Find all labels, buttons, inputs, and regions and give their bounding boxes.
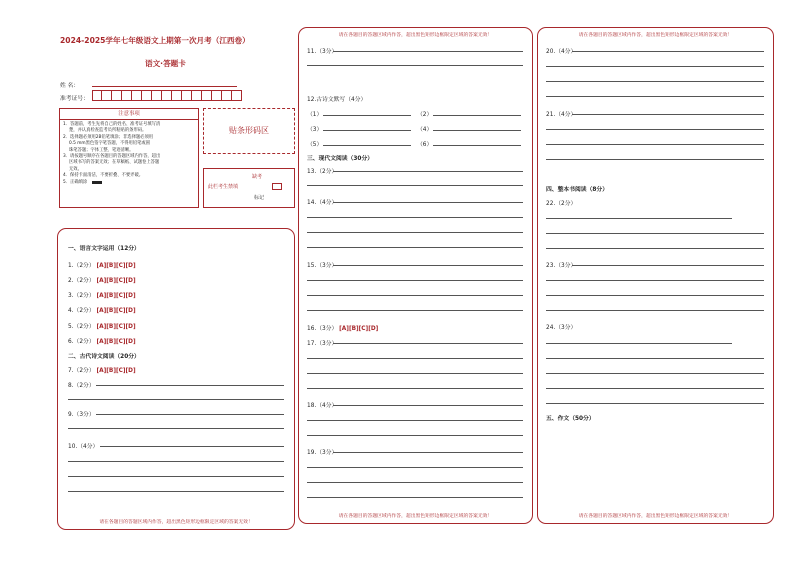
answer-line[interactable] bbox=[546, 388, 764, 389]
choice-options[interactable]: [A][B][C][D] bbox=[339, 326, 379, 332]
answer-line[interactable] bbox=[68, 461, 284, 462]
answer-line[interactable] bbox=[307, 232, 523, 233]
answer-line[interactable] bbox=[433, 115, 521, 116]
answer-line[interactable] bbox=[68, 491, 284, 492]
answer-line[interactable] bbox=[307, 358, 523, 359]
answer-line[interactable] bbox=[546, 358, 764, 359]
choice-options[interactable]: [A][B][C][D] bbox=[96, 278, 136, 284]
answer-card-subtitle: 语文·答题卡 bbox=[145, 59, 186, 68]
question-4: 4.（2分） [A][B][C][D] bbox=[68, 308, 136, 314]
answer-line[interactable] bbox=[307, 217, 523, 218]
answer-line[interactable] bbox=[572, 51, 764, 52]
answer-line[interactable] bbox=[546, 280, 764, 281]
notice-line: 0.5 mm黑色签字笔答题，不得用铅笔或圆 bbox=[69, 141, 151, 147]
section-heading: 五、作文（50分） bbox=[546, 416, 595, 422]
notice-line: 4．保持卡面清洁，不要折叠、不要弄破。 bbox=[63, 173, 144, 179]
id-number-boxes[interactable] bbox=[92, 90, 242, 101]
question-19: 19.（3分） bbox=[307, 450, 338, 456]
question-6: 6.（2分） [A][B][C][D] bbox=[68, 339, 136, 345]
barcode-area: 贴条形码区 bbox=[203, 108, 295, 154]
answer-line[interactable] bbox=[333, 51, 523, 52]
warning-text: 请在各题目的答题区域内作答，超出黑色矩形边框限定区域的答案无效！ bbox=[338, 514, 493, 519]
answer-line[interactable] bbox=[307, 65, 523, 66]
question-12: 12.古诗文默写（4分） bbox=[307, 97, 367, 103]
notice-line: 5．正确填涂 bbox=[60, 180, 198, 186]
question-11: 11.（3分） bbox=[307, 49, 338, 55]
section-heading: 一、语言文字运用（12分） bbox=[68, 246, 140, 252]
question-8: 8.（2分） bbox=[68, 383, 95, 389]
answer-line[interactable] bbox=[100, 446, 284, 447]
answer-line[interactable] bbox=[546, 248, 764, 249]
answer-line[interactable] bbox=[333, 265, 523, 266]
name-label: 姓 名： bbox=[60, 83, 80, 89]
notice-line: 珠笔答题；字体工整、笔迹清晰。 bbox=[69, 147, 134, 153]
blank-label: （1） bbox=[307, 112, 323, 118]
notice-heading: 注意事项 bbox=[60, 109, 198, 120]
answer-line[interactable] bbox=[307, 482, 523, 483]
question-23: 23.（3分） bbox=[546, 263, 577, 269]
answer-line[interactable] bbox=[546, 129, 764, 130]
warning-text: 请在各题目的答题区域内作答，超出黑色矩形边框限定区域的答案无效！ bbox=[99, 520, 253, 525]
answer-line[interactable] bbox=[546, 218, 732, 219]
answer-line[interactable] bbox=[307, 467, 523, 468]
answer-line[interactable] bbox=[433, 130, 521, 131]
choice-options[interactable]: [A][B][C][D] bbox=[96, 293, 136, 299]
answer-line[interactable] bbox=[307, 373, 523, 374]
notice-line: 1．答题前，考生先将自己的姓名、准考证号填写清 bbox=[63, 122, 161, 127]
answer-line[interactable] bbox=[546, 96, 764, 97]
answer-line[interactable] bbox=[333, 343, 523, 344]
answer-line[interactable] bbox=[307, 247, 523, 248]
answer-line[interactable] bbox=[96, 385, 284, 386]
question-10: 10.（4分） bbox=[68, 444, 99, 450]
filled-mark-sample bbox=[92, 181, 102, 184]
answer-panel-col3 bbox=[537, 27, 774, 524]
choice-options[interactable]: [A][B][C][D] bbox=[96, 263, 136, 269]
question-15: 15.（3分） bbox=[307, 263, 338, 269]
blank-label: （6） bbox=[417, 142, 433, 148]
question-18: 18.（4分） bbox=[307, 403, 338, 409]
notice-line: 无效。 bbox=[69, 166, 82, 172]
notice-line: 2．选择题必须用2B铅笔填涂；非选择题必须用 bbox=[63, 134, 154, 140]
question-22: 22.（2分） bbox=[546, 201, 577, 207]
warning-text: 请在各题目的答题区域内作答，超出黑色矩形边框限定区域的答案无效！ bbox=[578, 33, 733, 38]
answer-line[interactable] bbox=[546, 343, 732, 344]
choice-options[interactable]: [A][B][C][D] bbox=[96, 339, 136, 345]
choice-options[interactable]: [A][B][C][D] bbox=[96, 368, 136, 374]
absent-restriction-label: 此栏考生禁填 bbox=[208, 184, 239, 190]
answer-line[interactable] bbox=[333, 452, 523, 453]
answer-line[interactable] bbox=[307, 295, 523, 296]
warning-text: 请在各题目的答题区域内作答，超出黑色矩形边框限定区域的答案无效！ bbox=[578, 514, 733, 519]
question-3: 3.（2分） [A][B][C][D] bbox=[68, 293, 136, 299]
answer-panel-col2 bbox=[298, 27, 533, 524]
question-13: 13.（2分） bbox=[307, 169, 338, 175]
blank-label: （4） bbox=[417, 127, 433, 133]
section-heading: 三、现代文阅读（30分） bbox=[307, 156, 374, 162]
name-field[interactable] bbox=[92, 86, 237, 87]
answer-line[interactable] bbox=[546, 403, 764, 404]
notice-line: 3．请按题号顺序在各题目的答题区域内作答，超出 bbox=[63, 154, 161, 160]
answer-line[interactable] bbox=[333, 202, 523, 203]
answer-line[interactable] bbox=[307, 280, 523, 281]
question-7: 7.（2分） [A][B][C][D] bbox=[68, 368, 136, 374]
question-9: 9.（3分） bbox=[68, 412, 95, 418]
blank-label: （3） bbox=[307, 127, 323, 133]
absent-checkbox[interactable] bbox=[272, 183, 282, 190]
answer-line[interactable] bbox=[546, 144, 764, 145]
answer-line[interactable] bbox=[307, 435, 523, 436]
blank-label: （2） bbox=[417, 112, 433, 118]
answer-line[interactable] bbox=[546, 295, 764, 296]
answer-line[interactable] bbox=[433, 145, 521, 146]
section-heading: 四、整本书阅读（8分） bbox=[546, 187, 609, 193]
answer-line[interactable] bbox=[307, 420, 523, 421]
answer-line[interactable] bbox=[546, 81, 764, 82]
section-heading: 二、古代诗文阅读（20分） bbox=[68, 354, 140, 360]
answer-line[interactable] bbox=[307, 185, 523, 186]
answer-line[interactable] bbox=[307, 497, 523, 498]
question-21: 21.（4分） bbox=[546, 112, 577, 118]
answer-line[interactable] bbox=[546, 159, 764, 160]
exam-title: 2024-2025学年七年级语文上期第一次月考（江西卷） bbox=[60, 36, 250, 45]
notice-box bbox=[59, 108, 199, 208]
answer-panel-col1 bbox=[57, 228, 295, 530]
notice-line: 楚，并认真检查监考员所粘贴的条形码。 bbox=[69, 128, 147, 134]
id-label: 准考证号： bbox=[60, 96, 89, 102]
question-24: 24.（3分） bbox=[546, 325, 577, 331]
answer-line[interactable] bbox=[333, 171, 523, 172]
question-16: 16.（3分） [A][B][C][D] bbox=[307, 326, 379, 332]
answer-line[interactable] bbox=[68, 428, 284, 429]
question-14: 14.（4分） bbox=[307, 200, 338, 206]
answer-line[interactable] bbox=[323, 145, 411, 146]
notice-line: 区域书写的答案无效；在草稿纸、试题卷上答题 bbox=[69, 160, 160, 166]
answer-line[interactable] bbox=[307, 388, 523, 389]
answer-line[interactable] bbox=[546, 66, 764, 67]
answer-line[interactable] bbox=[572, 265, 764, 266]
answer-line[interactable] bbox=[323, 115, 411, 116]
choice-options[interactable]: [A][B][C][D] bbox=[96, 308, 136, 314]
answer-line[interactable] bbox=[546, 310, 764, 311]
absent-mark-box bbox=[203, 168, 295, 208]
answer-line[interactable] bbox=[546, 373, 764, 374]
question-5: 5.（2分） [A][B][C][D] bbox=[68, 324, 136, 330]
answer-line[interactable] bbox=[572, 114, 764, 115]
absent-mark-label-1: 缺考 bbox=[252, 174, 263, 180]
absent-mark-label-2: 标记 bbox=[254, 195, 265, 201]
answer-line[interactable] bbox=[546, 233, 764, 234]
warning-text: 请在各题目的答题区域内作答，超出黑色矩形边框限定区域的答案无效！ bbox=[338, 33, 493, 38]
question-17: 17.（3分） bbox=[307, 341, 338, 347]
question-2: 2.（2分） [A][B][C][D] bbox=[68, 278, 136, 284]
answer-line[interactable] bbox=[333, 405, 523, 406]
choice-options[interactable]: [A][B][C][D] bbox=[96, 324, 136, 330]
blank-label: （5） bbox=[307, 142, 323, 148]
question-20: 20.（4分） bbox=[546, 49, 577, 55]
answer-line[interactable] bbox=[96, 414, 284, 415]
question-1: 1.（2分） [A][B][C][D] bbox=[68, 263, 136, 269]
answer-line[interactable] bbox=[323, 130, 411, 131]
answer-line[interactable] bbox=[68, 399, 284, 400]
answer-line[interactable] bbox=[307, 310, 523, 311]
answer-line[interactable] bbox=[68, 476, 284, 477]
